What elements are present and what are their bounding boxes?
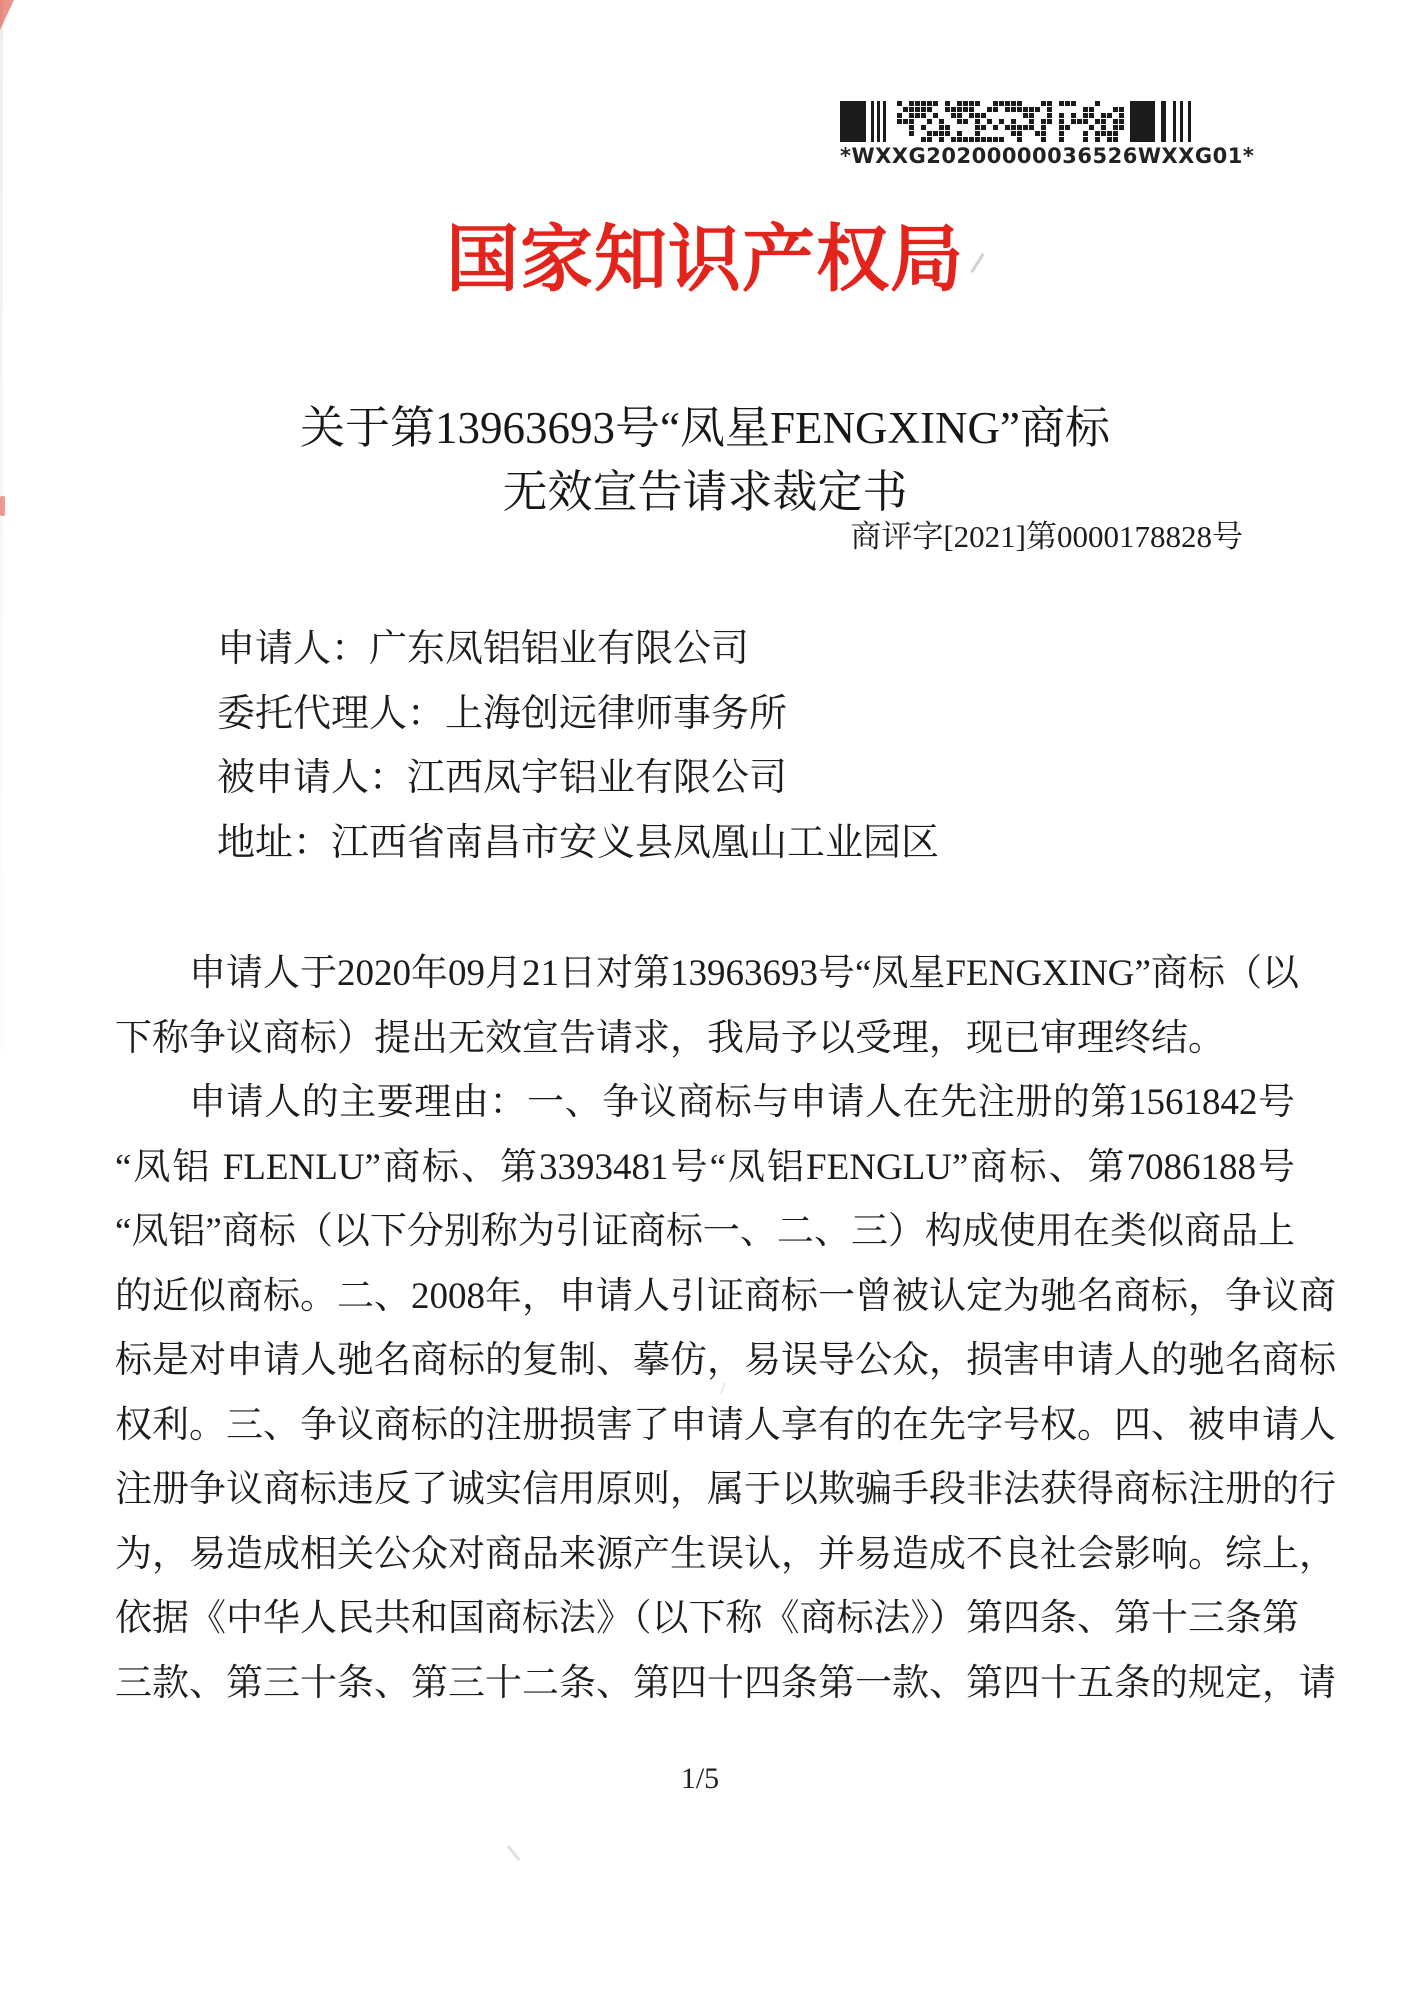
body-line: 注册争议商标违反了诚实信用原则，属于以欺骗手段非法获得商标注册的行: [115, 1469, 1336, 1510]
body-line: 申请人的主要理由：一、争议商标与申请人在先注册的第1561842号: [189, 1082, 1295, 1123]
body-line: 为，易造成相关公众对商品来源产生误认，并易造成不良社会影响。综上，: [115, 1533, 1336, 1575]
barcode-graphic: [840, 101, 1196, 142]
scan-artifact: [507, 1845, 520, 1861]
body-line: 三款、第三十条、第三十二条、第四十四条第一款、第四十五条的规定，请: [115, 1662, 1336, 1704]
body-text: [115, 942, 1336, 1716]
document-number: 商评字[2021]第0000178828号: [850, 519, 1243, 554]
body-line: 的近似商标。二、2008年，申请人引证商标一曾被认定为驰名商标，争议商: [115, 1275, 1336, 1317]
document-title-line2: 无效宣告请求裁定书: [502, 467, 908, 517]
address-line: 地址：江西省南昌市安义县凤凰山工业园区: [217, 821, 940, 864]
parties-block: [217, 617, 939, 875]
page-number: 1/5: [680, 1762, 720, 1795]
scan-artifact: [0, 0, 14, 30]
barcode: [840, 101, 1255, 168]
body-line: 申请人于2020年09月21日对第13963693号“凤星FENGXING”商标（以: [189, 953, 1299, 994]
body-line: 依据《中华人民共和国商标法》（以下称《商标法》）第四条、第十三条第: [115, 1598, 1299, 1639]
document-title-line1: 关于第13963693号“凤星FENGXING”商标: [300, 403, 1110, 453]
agency-title: 国家知识产权局: [446, 217, 964, 302]
body-line: 权利。三、争议商标的注册损害了申请人享有的在先字号权。四、被申请人: [115, 1404, 1336, 1446]
body-line: 标是对申请人驰名商标的复制、摹仿，易误导公众，损害申请人的驰名商标: [115, 1340, 1336, 1381]
document-title: [0, 396, 1410, 524]
respondent-line: 被申请人：江西凤宇铝业有限公司: [217, 757, 788, 799]
agent-line: 委托代理人：上海创远律师事务所: [217, 692, 788, 735]
applicant-line: 申请人：广东凤铝铝业有限公司: [217, 628, 750, 670]
body-line: 下称争议商标）提出无效宣告请求，我局予以受理，现已审理终结。: [115, 1017, 1225, 1059]
body-line: “凤铝”商标（以下分别称为引证商标一、二、三）构成使用在类似商品上: [115, 1211, 1295, 1252]
barcode-text: *WXXG20200000036526WXXG01*: [840, 144, 1255, 168]
body-line: “凤铝 FLENLU”商标、第3393481号“凤铝FENGLU”商标、第7086188号: [115, 1146, 1295, 1188]
